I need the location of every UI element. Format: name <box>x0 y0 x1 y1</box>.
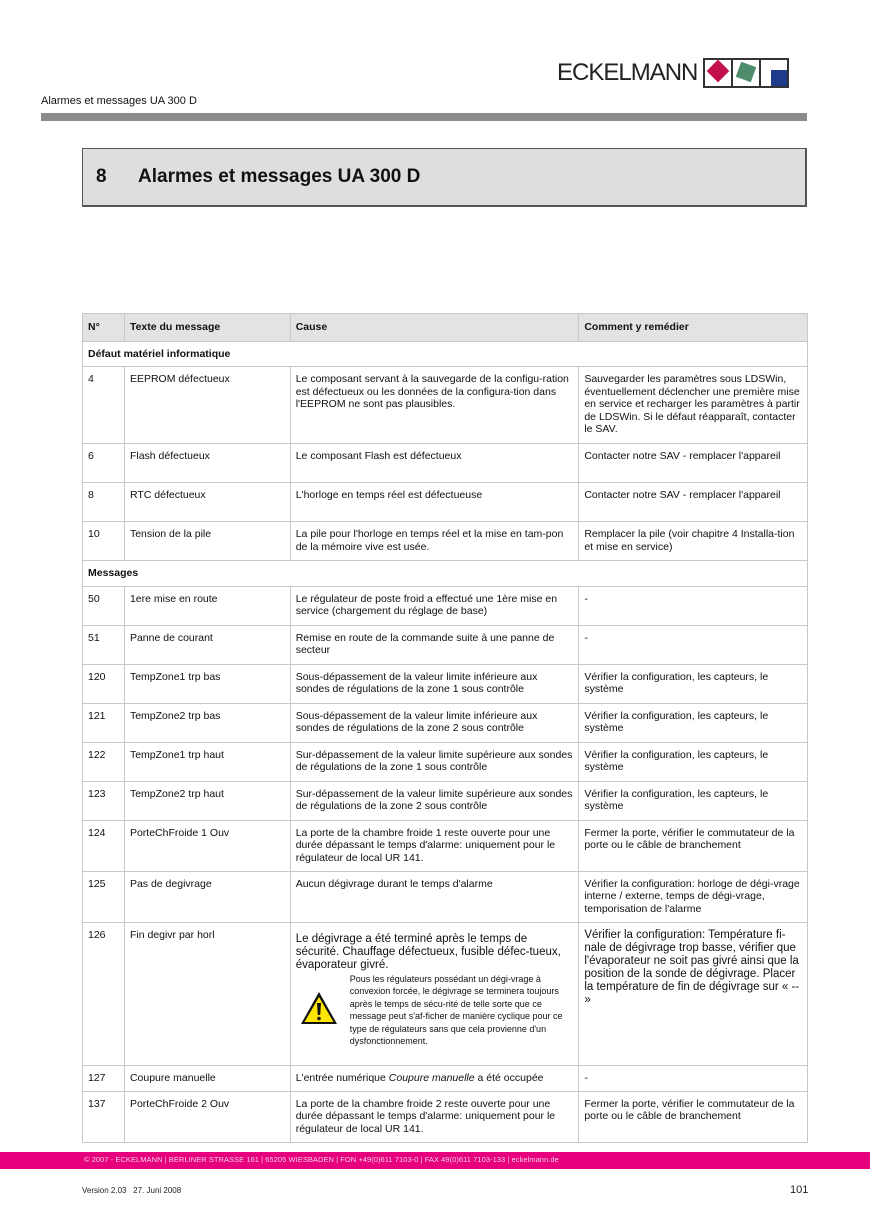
cell-remedy: Remplacer la pile (voir chapitre 4 Installa-tion et mise en service) <box>579 522 808 561</box>
eckelmann-logo <box>557 58 789 88</box>
chapter-number: 8 <box>96 166 107 187</box>
cell-number: 127 <box>83 1065 125 1091</box>
cell-message: TempZone2 trp haut <box>124 781 290 820</box>
table-header-row <box>83 314 808 342</box>
cell-cause: Sous-dépassement de la valeur limite inférieure aux sondes de régulations de la zone 1 sous contrôle <box>290 664 579 703</box>
table-row <box>83 367 808 444</box>
cell-number: 122 <box>83 742 125 781</box>
footer-address: © 2007 - ECKELMANN | BERLINER STRASSE 161 | 65205 WIESBADEN | FON +49(0)611 7103-0 | FAX 49(0)611 7103-133 | eckelmann.de <box>84 1155 559 1164</box>
cell-cause: La porte de la chambre froide 1 reste ouverte pour une durée dépassant le temps d'alarme: uniquement pour le régulateur de local UR 141. <box>290 820 579 871</box>
chapter-title: Alarmes et messages UA 300 D <box>138 166 421 187</box>
logo-text: ECKELMANN <box>557 59 698 86</box>
table-row <box>83 820 808 871</box>
column-header-number: N° <box>83 314 125 342</box>
cell-number: 10 <box>83 522 125 561</box>
cell-message: 1ere mise en route <box>124 586 290 625</box>
cell-message: TempZone2 trp bas <box>124 703 290 742</box>
table-row <box>83 922 808 1065</box>
cell-remedy: Vérifier la configuration, les capteurs, le système <box>579 781 808 820</box>
cell-remedy: - <box>579 625 808 664</box>
cell-message: PorteChFroide 2 Ouv <box>124 1091 290 1142</box>
cell-cause: La pile pour l'horloge en temps réel et la mise en tam-pon de la mémoire vive est usée. <box>290 522 579 561</box>
warning-triangle-icon <box>296 973 350 1049</box>
cell-number: 125 <box>83 871 125 922</box>
cell-message: Tension de la pile <box>124 522 290 561</box>
table-row <box>83 586 808 625</box>
chapter-heading <box>82 148 807 207</box>
cell-cause: Le composant servant à la sauvegarde de la configu-ration est défectueux ou les données de la configura-tion dans l'EEPROM ne sont pas plausibles. <box>290 367 579 444</box>
table-row <box>83 664 808 703</box>
table-row <box>83 703 808 742</box>
cell-cause <box>290 1065 579 1091</box>
table-row <box>83 483 808 522</box>
cell-cause <box>290 922 579 1065</box>
cell-number: 124 <box>83 820 125 871</box>
cell-message: RTC défectueux <box>124 483 290 522</box>
cell-message: TempZone1 trp bas <box>124 664 290 703</box>
section-row-hardware <box>83 341 808 367</box>
table-row <box>83 522 808 561</box>
cell-remedy: Vérifier la configuration, les capteurs, le système <box>579 703 808 742</box>
running-header: Alarmes et messages UA 300 D <box>41 95 197 107</box>
cell-message: PorteChFroide 1 Ouv <box>124 820 290 871</box>
cell-number: 120 <box>83 664 125 703</box>
warning-note-text: Pous les régulateurs possédant un dégi-vrage à convexion forcée, le dégivrage se terminera toujours après le temps de sécu-rité de telle sorte que ce message peut s'af-ficher de manière cyclique pour ce type de régulateurs sans que cela provienne d'un dysfonctionnement. <box>349 973 563 1047</box>
cell-cause: L'horloge en temps réel est défectueuse <box>290 483 579 522</box>
cell-remedy: Fermer la porte, vérifier le commutateur de la porte ou le câble de branchement <box>579 1091 808 1142</box>
cell-message: Flash défectueux <box>124 444 290 483</box>
cell-message: Pas de degivrage <box>124 871 290 922</box>
table-row <box>83 1065 808 1091</box>
cell-remedy: Vérifier la configuration: horloge de dégi-vrage interne / externe, temps de dégi-vrage, temporisation de l'alarme <box>579 871 808 922</box>
cell-cause: Remise en route de la commande suite à une panne de secteur <box>290 625 579 664</box>
cause-text-pre: L'entrée numérique <box>295 1071 389 1084</box>
cell-cause: Sous-dépassement de la valeur limite inférieure aux sondes de régulations de la zone 2 sous contrôle <box>290 703 579 742</box>
column-header-message: Texte du message <box>124 314 290 342</box>
cause-text: Le dégivrage a été terminé après le temps de sécurité. Chauffage défectueux, fusible défec-tueux, évaporateur givré. <box>295 932 561 971</box>
cell-number: 4 <box>83 367 125 444</box>
cell-remedy: - <box>579 1065 808 1091</box>
cell-number: 51 <box>83 625 125 664</box>
remedy-text: Vérifier la configuration: Température fi-nale de dégivrage trop basse, vérifier que l'évaporateur ne soit pas givré ainsi que la position de la sonde de dégivrage. Placer la température de fin de dégivrage sur « -- » <box>584 928 800 1006</box>
cell-number: 137 <box>83 1091 125 1142</box>
cell-number: 126 <box>83 922 125 1065</box>
page-number: 101 <box>790 1184 809 1196</box>
table-row <box>83 444 808 483</box>
cell-message: Panne de courant <box>124 625 290 664</box>
cell-cause: Aucun dégivrage durant le temps d'alarme <box>290 871 579 922</box>
cell-number: 123 <box>83 781 125 820</box>
column-header-remedy: Comment y remédier <box>579 314 808 342</box>
cell-remedy: Sauvegarder les paramètres sous LDSWin, éventuellement déclencher une première mise en service et recharger les paramètres à partir de LDSWin. Si le défaut réapparaît, contacter le SAV. <box>579 367 808 444</box>
cell-cause: La porte de la chambre froide 2 reste ouverte pour une durée dépassant le temps d'alarme: uniquement pour le régulateur de local UR 141. <box>290 1091 579 1142</box>
logo-blue-square-icon <box>771 70 787 86</box>
cell-remedy: Fermer la porte, vérifier le commutateur de la porte ou le câble de branchement <box>579 820 808 871</box>
alarms-table <box>82 313 808 1143</box>
cell-remedy: Vérifier la configuration, les capteurs, le système <box>579 664 808 703</box>
cell-remedy <box>579 922 808 1065</box>
column-header-cause: Cause <box>290 314 579 342</box>
cell-cause: Sur-dépassement de la valeur limite supérieure aux sondes de régulations de la zone 2 sous contrôle <box>290 781 579 820</box>
logo-red-diamond-icon <box>707 60 730 83</box>
cell-remedy: Vérifier la configuration, les capteurs, le système <box>579 742 808 781</box>
cell-number: 6 <box>83 444 125 483</box>
cell-message: EEPROM défectueux <box>124 367 290 444</box>
logo-squares-icon <box>703 58 789 88</box>
table-row <box>83 871 808 922</box>
version-info: Version 2.03 27. Juni 2008 <box>82 1186 182 1195</box>
section-title: Défaut matériel informatique <box>83 341 808 367</box>
section-title: Messages <box>83 561 808 587</box>
cell-number: 50 <box>83 586 125 625</box>
cell-message: Fin degivr par horl <box>124 922 290 1065</box>
header-rule <box>41 113 807 121</box>
cell-cause: Le composant Flash est défectueux <box>290 444 579 483</box>
cell-remedy: - <box>579 586 808 625</box>
section-row-messages <box>83 561 808 587</box>
cell-number: 121 <box>83 703 125 742</box>
table-row <box>83 781 808 820</box>
table-row <box>83 1091 808 1142</box>
cell-message: Coupure manuelle <box>124 1065 290 1091</box>
table-row <box>83 625 808 664</box>
cause-text-post: a été occupée <box>474 1071 544 1084</box>
cell-message: TempZone1 trp haut <box>124 742 290 781</box>
cell-remedy: Contacter notre SAV - remplacer l'appareil <box>579 483 808 522</box>
warning-note-block <box>296 973 574 1049</box>
cause-text-italic: Coupure manuelle <box>388 1071 475 1084</box>
cell-cause: Sur-dépassement de la valeur limite supérieure aux sondes de régulations de la zone 1 sous contrôle <box>290 742 579 781</box>
cell-remedy: Contacter notre SAV - remplacer l'appareil <box>579 444 808 483</box>
logo-green-square-icon <box>736 62 757 83</box>
cell-cause: Le régulateur de poste froid a effectué une 1ère mise en service (chargement du réglage de base) <box>290 586 579 625</box>
cell-number: 8 <box>83 483 125 522</box>
table-row <box>83 742 808 781</box>
